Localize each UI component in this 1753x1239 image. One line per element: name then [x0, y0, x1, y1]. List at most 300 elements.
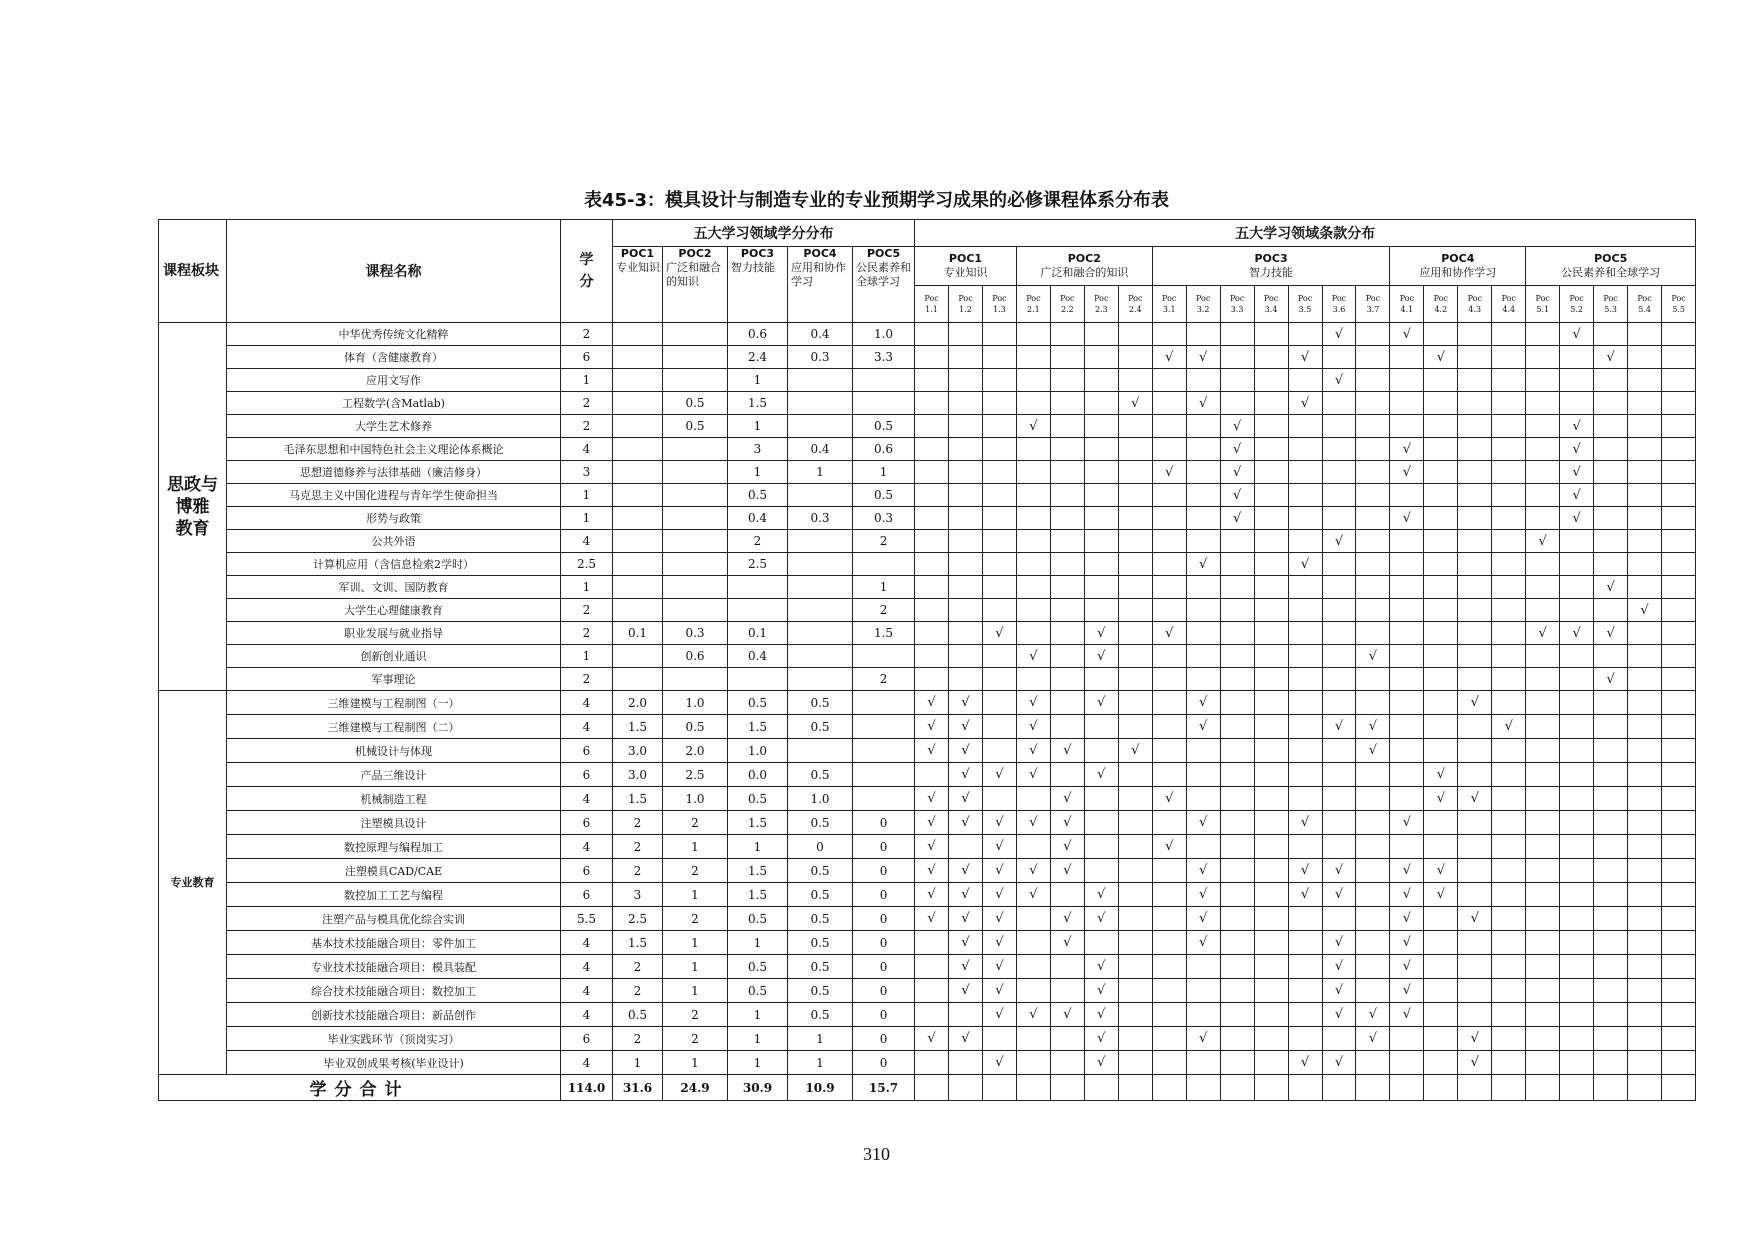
course-credit: 3 [561, 461, 613, 484]
clause-check-cell [1662, 346, 1696, 369]
clause-check-cell [1288, 931, 1322, 955]
poc-credit-cell [853, 739, 915, 763]
poc-sub-header: Poc 3.3 [1220, 286, 1254, 323]
poc-credit-cell [853, 787, 915, 811]
clause-check-cell [1492, 811, 1526, 835]
clause-check-cell [1356, 1051, 1390, 1075]
poc-credit-cell: 1 [663, 931, 728, 955]
poc-credit-cell: 2 [728, 530, 788, 553]
clause-check-cell [1492, 763, 1526, 787]
clause-check-cell [1016, 461, 1050, 484]
clause-check-cell [1594, 907, 1628, 931]
clause-check-cell [1356, 835, 1390, 859]
clause-check-cell [1288, 530, 1322, 553]
poc-credit-cell: 1.5 [853, 622, 915, 645]
clause-check-cell [1050, 979, 1084, 1003]
course-credit: 4 [561, 787, 613, 811]
clause-check-cell [1560, 369, 1594, 392]
clause-check-cell [1390, 645, 1424, 668]
block-header: 课程板块 [159, 220, 227, 323]
clause-check-cell [1424, 369, 1458, 392]
clause-check-cell [1526, 415, 1560, 438]
clause-check-cell [1526, 323, 1560, 346]
clause-check-cell [1186, 484, 1220, 507]
clause-check-cell [1356, 907, 1390, 931]
clause-check-cell [1254, 835, 1288, 859]
clause-check-cell [1322, 835, 1356, 859]
clause-check-cell [1152, 907, 1186, 931]
clause-check-cell [1424, 622, 1458, 645]
clause-check-cell: √ [1322, 1051, 1356, 1075]
clause-check-cell [1492, 507, 1526, 530]
poc-label: 公民素养和全球学习 [856, 261, 911, 288]
clause-check-cell [1492, 883, 1526, 907]
poc-credit-cell: 1 [788, 1027, 853, 1051]
course-credit: 6 [561, 859, 613, 883]
clause-check-cell [1356, 931, 1390, 955]
clause-check-cell: √ [1186, 931, 1220, 955]
clause-check-cell [982, 1075, 1016, 1101]
clause-check-cell [1152, 811, 1186, 835]
table-row [159, 1027, 1696, 1051]
clause-check-cell [1118, 883, 1152, 907]
clause-check-cell [1322, 438, 1356, 461]
clause-check-cell: √ [1322, 859, 1356, 883]
clause-check-cell [1322, 811, 1356, 835]
clause-check-cell: √ [1390, 507, 1424, 530]
poc-code: POC3 [740, 247, 775, 260]
poc-credit-cell [663, 369, 728, 392]
clause-check-cell [1356, 553, 1390, 576]
clause-check-cell [1220, 1051, 1254, 1075]
clause-check-cell [1594, 530, 1628, 553]
clause-check-cell [1458, 599, 1492, 622]
clause-check-cell [1662, 739, 1696, 763]
clause-check-cell [1560, 787, 1594, 811]
clause-check-cell [1220, 599, 1254, 622]
poc-credit-cell: 2 [613, 955, 663, 979]
clause-check-cell [1186, 369, 1220, 392]
poc-credit-cell: 1 [728, 835, 788, 859]
clause-check-cell: √ [1288, 883, 1322, 907]
clause-check-cell [1186, 979, 1220, 1003]
table-row [159, 392, 1696, 415]
clause-check-cell [1662, 811, 1696, 835]
poc-code: POC2 [1067, 252, 1101, 265]
clause-check-cell: √ [1458, 1051, 1492, 1075]
clause-check-cell [1662, 507, 1696, 530]
poc-credit-cell [613, 599, 663, 622]
clause-check-cell: √ [1084, 883, 1118, 907]
clause-check-cell [949, 835, 983, 859]
clause-check-cell [1084, 576, 1118, 599]
clause-check-cell [1492, 645, 1526, 668]
clause-check-cell [1458, 1075, 1492, 1101]
clause-check-cell: √ [1084, 1051, 1118, 1075]
clause-check-cell [1662, 576, 1696, 599]
clause-check-cell [1424, 955, 1458, 979]
clause-check-cell: √ [1186, 392, 1220, 415]
poc-credit-cell: 2 [663, 811, 728, 835]
poc-credit-cell [728, 668, 788, 691]
clause-check-cell [1492, 668, 1526, 691]
clause-check-cell: √ [915, 835, 949, 859]
clause-check-cell [1458, 346, 1492, 369]
clause-check-cell: √ [1322, 530, 1356, 553]
poc-credit-cell: 1 [728, 369, 788, 392]
clause-check-cell [1050, 1051, 1084, 1075]
poc-credit-cell [613, 507, 663, 530]
clause-check-cell [1560, 1003, 1594, 1027]
poc-credit-cell: 1.5 [613, 931, 663, 955]
clause-check-cell: √ [1288, 859, 1322, 883]
clause-check-cell [1458, 622, 1492, 645]
clause-check-cell [1220, 691, 1254, 715]
clause-check-cell [1050, 1027, 1084, 1051]
clause-check-cell [1526, 859, 1560, 883]
clause-check-cell [1458, 859, 1492, 883]
poc-credit-cell: 0.4 [788, 323, 853, 346]
clause-check-cell [1186, 576, 1220, 599]
clause-check-cell: √ [1016, 859, 1050, 883]
clause-check-cell [1594, 1027, 1628, 1051]
course-credit: 4 [561, 438, 613, 461]
clause-check-cell [1356, 883, 1390, 907]
clause-check-cell [1186, 1075, 1220, 1101]
course-name: 注塑模具设计 [227, 811, 561, 835]
clause-check-cell [1288, 739, 1322, 763]
course-credit: 1 [561, 484, 613, 507]
clause-check-cell [1016, 346, 1050, 369]
clause-check-cell [1118, 645, 1152, 668]
clause-check-cell [1560, 835, 1594, 859]
course-credit: 6 [561, 763, 613, 787]
clause-check-cell [1526, 346, 1560, 369]
clause-check-cell [1118, 715, 1152, 739]
poc-sub-header: Poc 2.3 [1084, 286, 1118, 323]
clause-check-cell: √ [915, 1027, 949, 1051]
poc-credit-cell: 1.5 [728, 811, 788, 835]
course-name: 大学生心理健康教育 [227, 599, 561, 622]
clause-check-cell [1628, 715, 1662, 739]
clause-check-cell [982, 484, 1016, 507]
clause-check-cell [1152, 1027, 1186, 1051]
poc-sub-header: Poc 1.2 [949, 286, 983, 323]
poc-credit-cell: 1.5 [728, 392, 788, 415]
clause-check-cell: √ [1560, 507, 1594, 530]
clause-check-cell: √ [1084, 979, 1118, 1003]
clause-check-cell [1220, 955, 1254, 979]
course-credit: 6 [561, 739, 613, 763]
clause-check-cell: √ [1322, 715, 1356, 739]
poc-credit-cell: 1 [663, 979, 728, 1003]
clause-check-cell [1662, 599, 1696, 622]
clause-check-cell: √ [1220, 438, 1254, 461]
clause-check-cell [1118, 369, 1152, 392]
poc-credit-cell: 1.5 [613, 787, 663, 811]
clause-check-cell [1254, 1027, 1288, 1051]
clause-check-cell: √ [1186, 715, 1220, 739]
course-name: 职业发展与就业指导 [227, 622, 561, 645]
table-row [159, 859, 1696, 883]
clause-check-cell [1118, 691, 1152, 715]
clause-check-cell [1492, 1027, 1526, 1051]
poc-credit-cell: 0.3 [663, 622, 728, 645]
clause-check-cell [1492, 859, 1526, 883]
clause-check-cell: √ [1322, 931, 1356, 955]
clause-check-cell [1118, 530, 1152, 553]
clause-check-cell [982, 787, 1016, 811]
clause-check-cell [1254, 955, 1288, 979]
poc-label: 应用和协作学习 [1419, 266, 1497, 279]
clause-check-cell [1458, 668, 1492, 691]
total-poc-credit: 15.7 [853, 1075, 915, 1101]
clause-check-cell [949, 507, 983, 530]
clause-check-cell [1424, 507, 1458, 530]
poc-group-header-2 [1016, 247, 1152, 286]
table-row [159, 346, 1696, 369]
clause-check-cell [1254, 787, 1288, 811]
clause-check-cell [1526, 955, 1560, 979]
poc-credit-cell: 2.0 [663, 739, 728, 763]
poc-credit-cell: 1 [728, 1003, 788, 1027]
poc-sub-header: Poc 5.1 [1526, 286, 1560, 323]
clause-check-cell [1016, 530, 1050, 553]
poc-credit-cell: 0.5 [613, 1003, 663, 1027]
clause-check-cell [1186, 955, 1220, 979]
course-name-header: 课程名称 [227, 220, 561, 323]
clause-check-cell [1186, 668, 1220, 691]
poc-code: POC1 [620, 247, 655, 260]
clause-check-cell [1628, 553, 1662, 576]
clause-check-cell [1084, 507, 1118, 530]
clause-check-cell [949, 392, 983, 415]
clause-check-cell [1016, 438, 1050, 461]
clause-check-cell [1424, 739, 1458, 763]
clause-check-cell [1118, 323, 1152, 346]
clause-check-cell [1152, 484, 1186, 507]
clause-check-cell [1356, 323, 1390, 346]
clause-check-cell [1118, 599, 1152, 622]
course-name: 三维建模与工程制图（一） [227, 691, 561, 715]
clause-check-cell [1220, 530, 1254, 553]
clause-check-cell [1458, 415, 1492, 438]
clause-check-cell [1016, 392, 1050, 415]
table-row [159, 323, 1696, 346]
clause-check-cell [1560, 811, 1594, 835]
clause-check-cell [1118, 787, 1152, 811]
clause-check-cell [1390, 346, 1424, 369]
poc-credit-cell: 2 [613, 811, 663, 835]
total-poc-credit: 30.9 [728, 1075, 788, 1101]
poc-credit-cell: 2 [853, 599, 915, 622]
clause-check-cell [1118, 484, 1152, 507]
clause-check-cell [1050, 323, 1084, 346]
clause-check-cell [1254, 645, 1288, 668]
table-row [159, 739, 1696, 763]
clause-check-cell [1458, 645, 1492, 668]
clause-check-cell [1186, 323, 1220, 346]
clause-check-cell [1084, 787, 1118, 811]
clause-check-cell [1220, 645, 1254, 668]
clause-check-cell [1152, 668, 1186, 691]
course-block-cell: 专业教育 [159, 691, 227, 1075]
poc-label: 专业知识 [943, 266, 988, 279]
clause-check-cell [1424, 461, 1458, 484]
course-credit: 1 [561, 369, 613, 392]
clause-check-cell [1016, 323, 1050, 346]
clause-check-cell [1526, 668, 1560, 691]
clause-check-cell [1152, 553, 1186, 576]
poc-credit-cell [663, 599, 728, 622]
clause-check-cell: √ [949, 931, 983, 955]
clause-check-cell [1288, 484, 1322, 507]
poc-group-header-3 [1152, 247, 1390, 286]
clause-check-cell [982, 691, 1016, 715]
clause-check-cell [1424, 907, 1458, 931]
poc-credit-cell [613, 553, 663, 576]
poc-credit-cell: 0.6 [663, 645, 728, 668]
clause-check-cell [1628, 484, 1662, 507]
clause-check-cell: √ [1458, 907, 1492, 931]
course-credit: 1 [561, 645, 613, 668]
clause-check-cell [1628, 461, 1662, 484]
clause-check-cell [1016, 599, 1050, 622]
clause-check-cell [1050, 691, 1084, 715]
clause-check-cell [915, 931, 949, 955]
clause-check-cell [1594, 787, 1628, 811]
clause-check-cell: √ [1152, 787, 1186, 811]
clause-check-cell [1288, 763, 1322, 787]
poc-credit-cell: 0.5 [788, 955, 853, 979]
clause-check-cell [1322, 461, 1356, 484]
clause-check-cell [1016, 507, 1050, 530]
table-row [159, 1051, 1696, 1075]
clause-check-cell [1152, 859, 1186, 883]
poc-sub-header: Poc 5.3 [1594, 286, 1628, 323]
poc-credit-cell [663, 668, 728, 691]
clause-check-cell [1220, 907, 1254, 931]
clause-check-cell [1322, 668, 1356, 691]
poc-credit-cell [853, 691, 915, 715]
course-name: 产品三维设计 [227, 763, 561, 787]
course-name: 综合技术技能融合项目：数控加工 [227, 979, 561, 1003]
clause-check-cell: √ [1390, 1003, 1424, 1027]
poc-credit-cell: 1 [613, 1051, 663, 1075]
course-name: 专业技术技能融合项目：模具装配 [227, 955, 561, 979]
clause-check-cell [949, 599, 983, 622]
clause-check-cell [1492, 415, 1526, 438]
poc-sub-header: Poc 3.6 [1322, 286, 1356, 323]
clause-check-cell [1424, 323, 1458, 346]
clause-check-cell [1458, 553, 1492, 576]
clause-check-cell [1628, 1027, 1662, 1051]
clause-check-cell [1220, 763, 1254, 787]
poc-credit-cell: 3.0 [613, 739, 663, 763]
clause-check-cell [1424, 715, 1458, 739]
clause-check-cell [949, 1051, 983, 1075]
clause-check-cell [1356, 1075, 1390, 1101]
clause-check-cell [1424, 979, 1458, 1003]
clause-check-cell: √ [1322, 369, 1356, 392]
clause-check-cell: √ [982, 811, 1016, 835]
poc-credit-cell: 0 [853, 907, 915, 931]
clause-check-cell [1118, 346, 1152, 369]
clause-check-cell [1220, 346, 1254, 369]
clause-check-cell [1220, 576, 1254, 599]
course-name: 思想道德修养与法律基础（廉洁修身） [227, 461, 561, 484]
clause-check-cell [1118, 461, 1152, 484]
clause-check-cell [1560, 346, 1594, 369]
clause-check-cell [1458, 507, 1492, 530]
clause-check-cell [1560, 931, 1594, 955]
clause-check-cell: √ [1084, 955, 1118, 979]
poc-credit-cell: 0.3 [788, 507, 853, 530]
clause-check-cell [1186, 530, 1220, 553]
poc-credit-cell: 1.5 [613, 715, 663, 739]
clause-check-cell [915, 763, 949, 787]
poc-credit-cell: 1.0 [853, 323, 915, 346]
clause-check-cell: √ [1390, 907, 1424, 931]
clause-check-cell [1084, 392, 1118, 415]
clause-check-cell [1526, 1051, 1560, 1075]
clause-check-cell [1220, 622, 1254, 645]
clause-check-cell [982, 599, 1016, 622]
credit-header: 学 分 [561, 220, 613, 323]
clause-check-cell [1254, 392, 1288, 415]
clause-check-cell [1288, 691, 1322, 715]
clause-check-cell [1118, 979, 1152, 1003]
clause-check-cell [915, 645, 949, 668]
clause-check-cell [1560, 907, 1594, 931]
clause-check-cell: √ [1186, 859, 1220, 883]
clause-check-cell [1152, 323, 1186, 346]
clause-check-cell [1220, 1075, 1254, 1101]
clause-check-cell [1288, 507, 1322, 530]
total-poc-credit: 10.9 [788, 1075, 853, 1101]
course-credit: 4 [561, 691, 613, 715]
poc-credit-cell: 0.5 [788, 715, 853, 739]
clause-check-cell [1458, 461, 1492, 484]
clause-check-cell: √ [982, 931, 1016, 955]
clause-check-cell [1254, 622, 1288, 645]
poc-credit-cell: 0 [788, 835, 853, 859]
poc-credit-cell [853, 369, 915, 392]
clause-check-cell [1322, 787, 1356, 811]
poc-credit-cell: 2 [663, 859, 728, 883]
course-name: 创新技术技能融合项目：新品创作 [227, 1003, 561, 1027]
clause-check-cell [982, 553, 1016, 576]
clause-check-cell [1186, 1003, 1220, 1027]
clause-check-cell [1628, 622, 1662, 645]
clause-check-cell [1628, 668, 1662, 691]
clause-check-cell [915, 955, 949, 979]
table-row [159, 576, 1696, 599]
poc-sub-header: Poc 5.4 [1628, 286, 1662, 323]
clause-check-cell [1322, 763, 1356, 787]
clause-check-cell [1390, 484, 1424, 507]
poc-credit-cell: 2 [663, 1003, 728, 1027]
clause-check-cell [1186, 835, 1220, 859]
clause-check-cell [1050, 392, 1084, 415]
clause-check-cell: √ [1152, 835, 1186, 859]
table-row [159, 979, 1696, 1003]
clause-check-cell: √ [949, 763, 983, 787]
poc-credit-cell: 0.1 [613, 622, 663, 645]
clause-check-cell [1594, 955, 1628, 979]
clause-check-cell: √ [1152, 461, 1186, 484]
clause-check-cell [982, 530, 1016, 553]
